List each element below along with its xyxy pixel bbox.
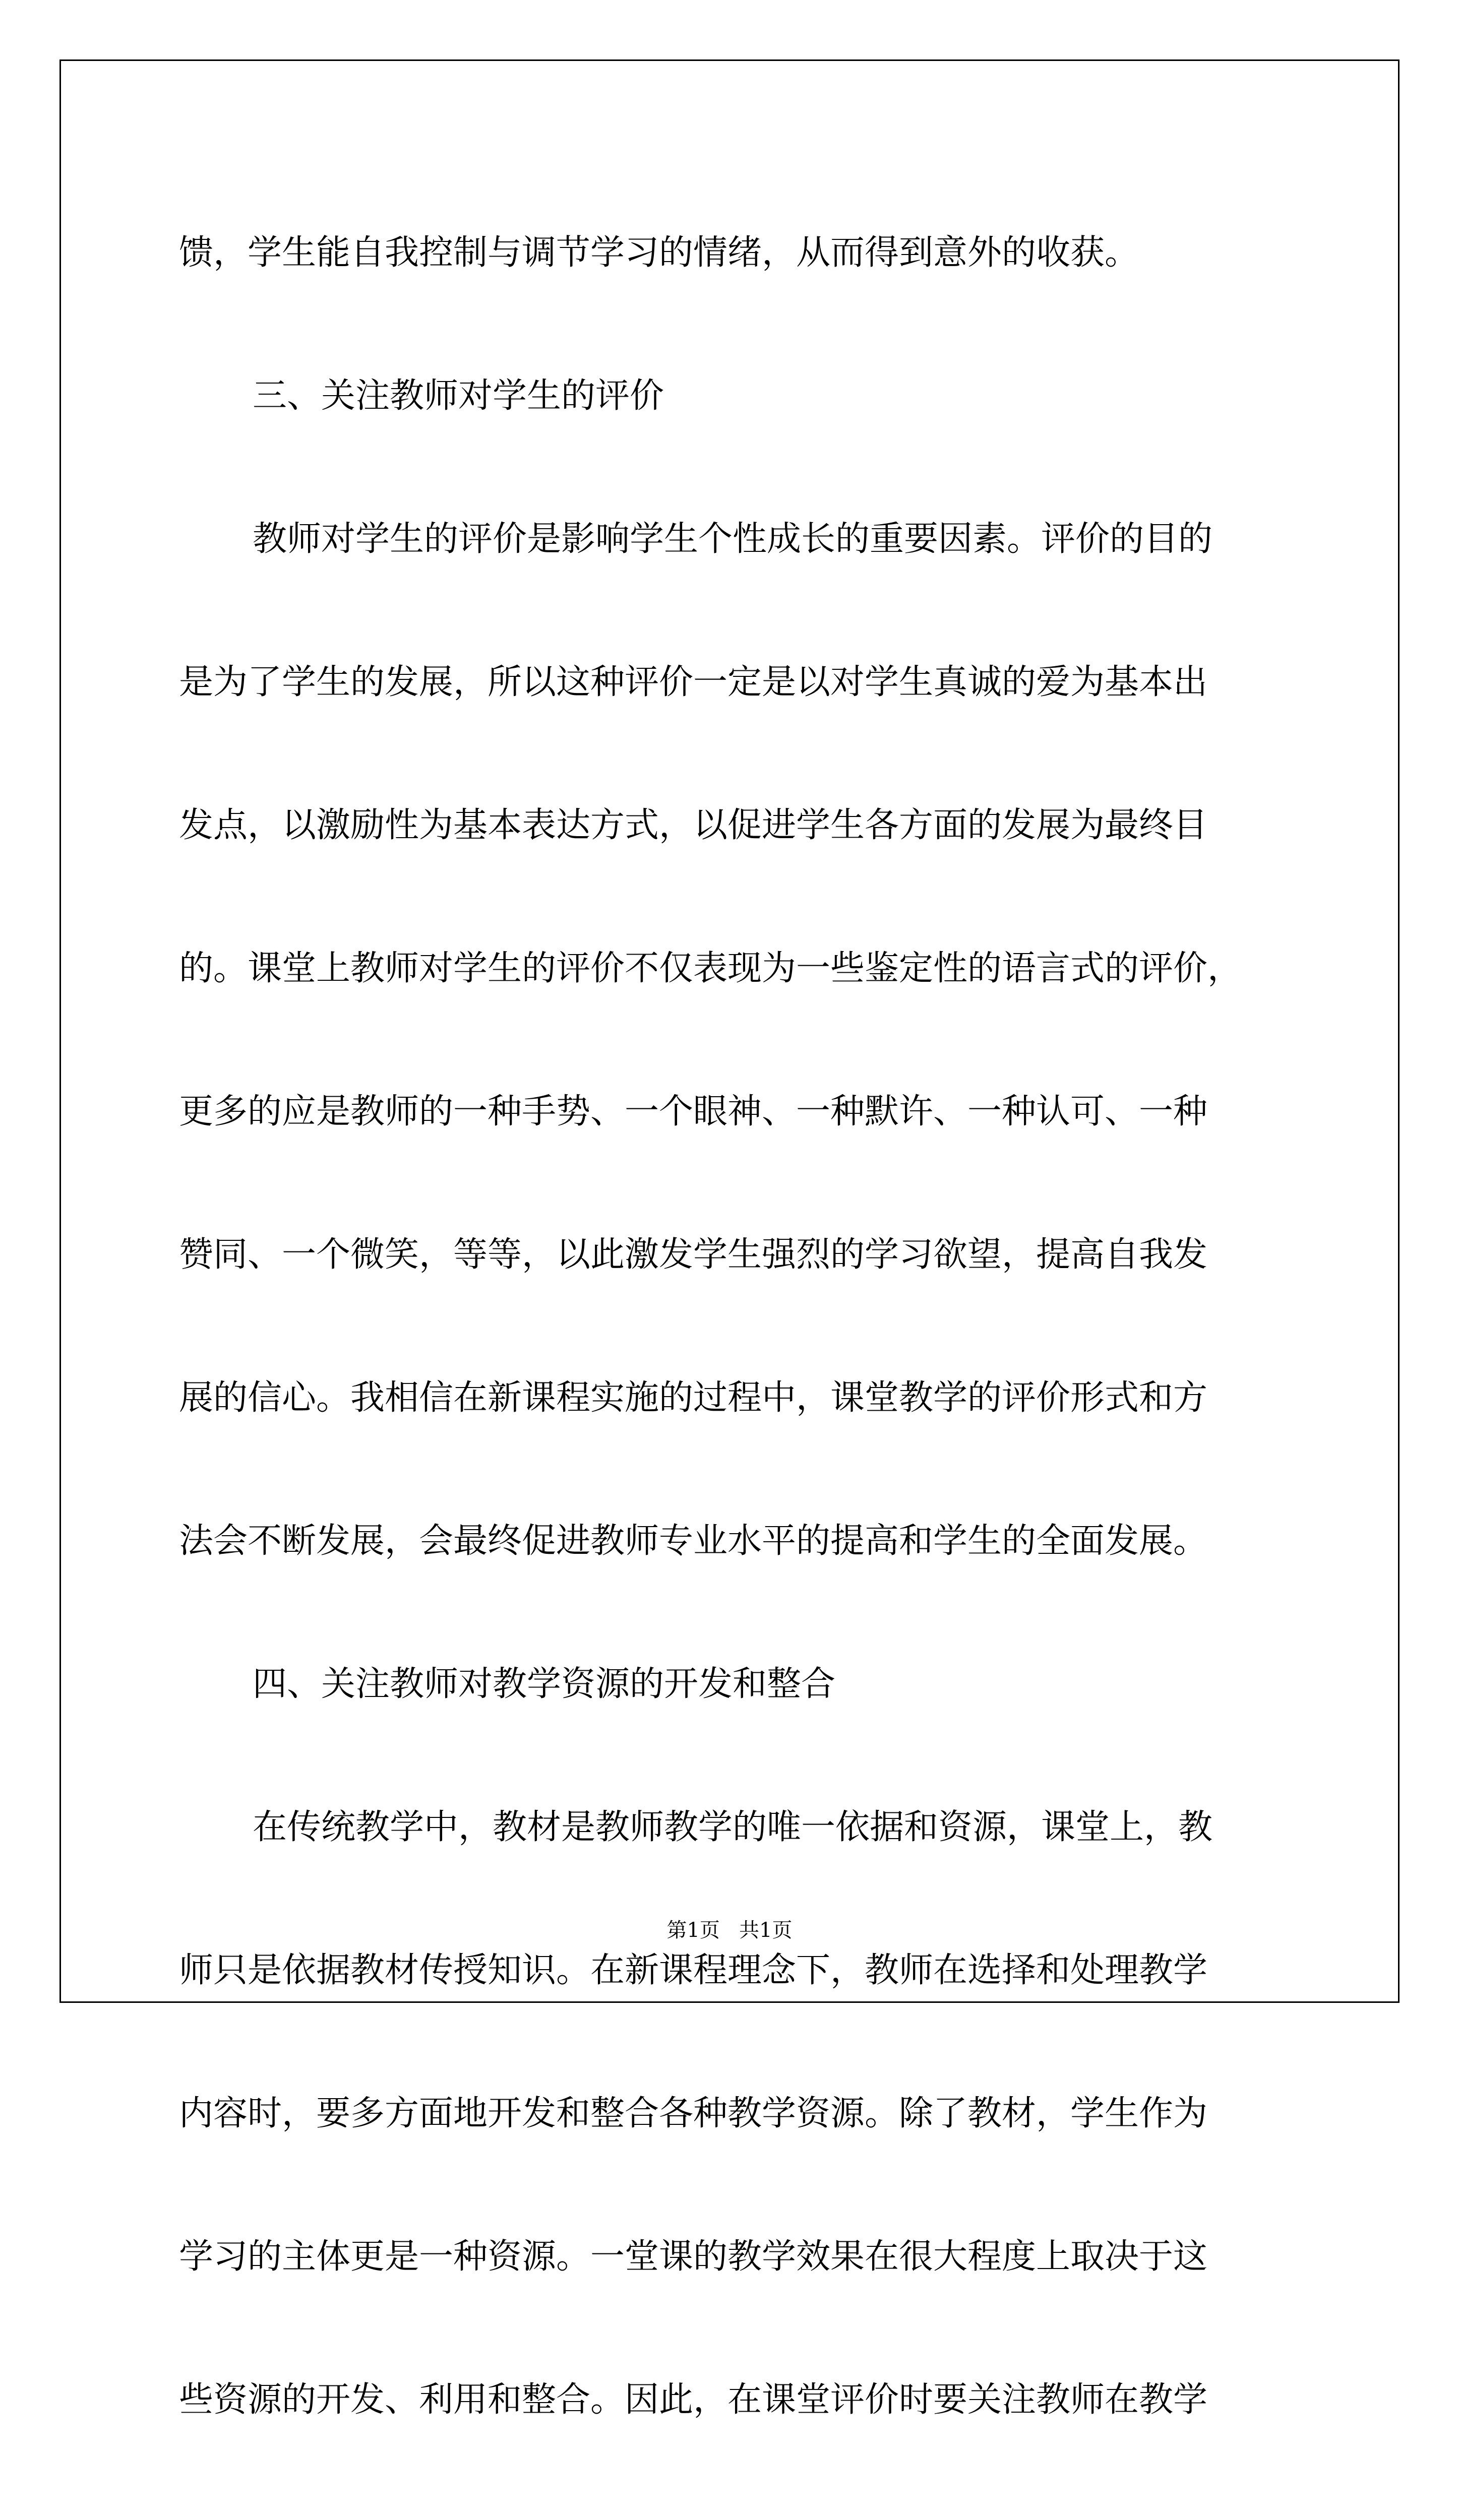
text-line: 些资源的开发、利用和整合。因此，在课堂评价时要关注教师在教学: [179, 2380, 1208, 2420]
text-line: 展的信心。我相信在新课程实施的过程中，课堂教学的评价形式和方: [179, 1378, 1208, 1418]
section-heading: 三、关注教师对学生的评价: [253, 376, 664, 416]
text-line: 在传统教学中，教材是教师教学的唯一依据和资源，课堂上，教: [253, 1807, 1213, 1847]
text-line: 内容时，要多方面地开发和整合各种教学资源。除了教材，学生作为: [179, 2094, 1208, 2133]
text-line: 发点，以激励性为基本表达方式，以促进学生各方面的发展为最终目: [179, 805, 1208, 845]
page-footer: 第1页 共1页: [666, 1919, 793, 1942]
text-line: 的。课堂上教师对学生的评价不仅表现为一些鉴定性的语言式的评价，: [179, 949, 1242, 988]
text-line: 赞同、一个微笑，等等，以此激发学生强烈的学习欲望，提高自我发: [179, 1235, 1208, 1275]
text-line: 馈，学生能自我控制与调节学习的情绪，从而得到意外的收获。: [179, 233, 1139, 273]
text-line: 法会不断发展，会最终促进教师专业水平的提高和学生的全面发展。: [179, 1521, 1208, 1561]
section-heading: 四、关注教师对教学资源的开发和整合: [253, 1664, 836, 1704]
text-line: 更多的应是教师的一种手势、一个眼神、一种默许、一种认可、一种: [179, 1092, 1208, 1131]
text-line: [179, 2472, 1278, 2520]
text-line: 师只是依据教材传授知识。在新课程理念下，教师在选择和处理教学: [179, 1950, 1208, 1990]
text-line: 是为了学生的发展，所以这种评价一定是以对学生真诚的爱为基本出: [179, 662, 1208, 702]
document-body: [179, 181, 1278, 2520]
text-line: 教师对学生的评价是影响学生个性成长的重要因素。评价的目的: [253, 519, 1213, 559]
text-line: 学习的主体更是一种资源。一堂课的教学效果在很大程度上取决于这: [179, 2237, 1208, 2277]
